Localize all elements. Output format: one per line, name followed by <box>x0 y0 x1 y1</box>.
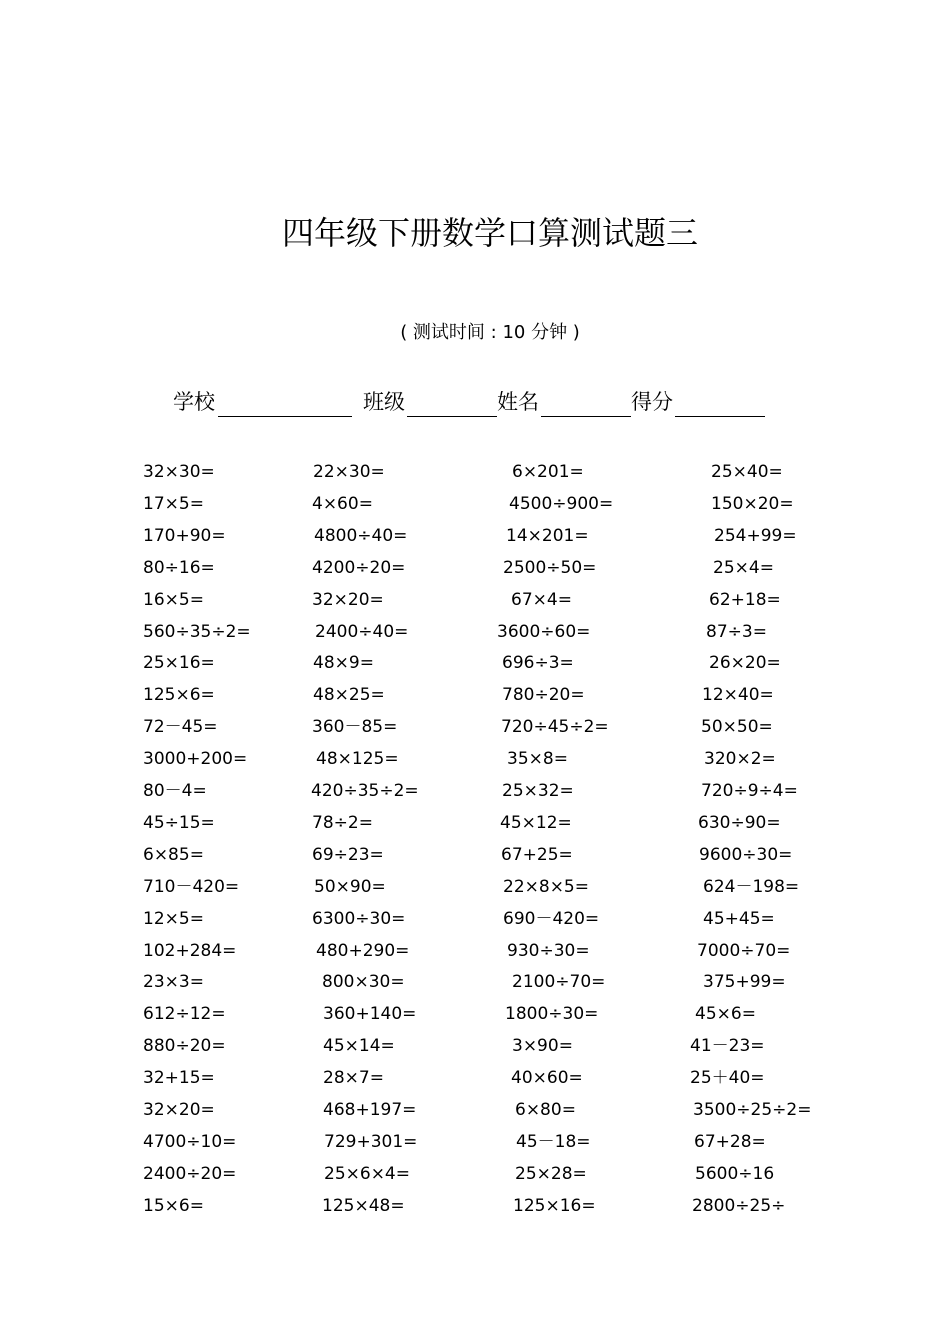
problem-item: 48×9= <box>313 653 374 674</box>
problem-item: 50×90= <box>314 876 386 897</box>
problem-item: 25×32= <box>502 781 574 801</box>
problem-item: 780÷20= <box>502 685 585 706</box>
problem-item: 612÷12= <box>143 1004 226 1025</box>
problem-item: 4200÷20= <box>312 557 406 578</box>
problem-item: 45－18= <box>516 1131 591 1152</box>
school-label: 学校 <box>173 390 215 414</box>
problem-item: 80－4= <box>143 781 207 801</box>
problem-item: 930÷30= <box>507 940 590 961</box>
problem-item: 6×80= <box>515 1100 576 1120</box>
problem-item: 125×6= <box>143 685 215 706</box>
problem-item: 25×40= <box>711 462 783 482</box>
problem-item: 22×30= <box>313 462 385 482</box>
problem-item: 45+45= <box>703 908 775 929</box>
problem-item: 25×16= <box>143 653 215 674</box>
problem-item: 16×5= <box>143 589 204 610</box>
problem-item: 4500÷900= <box>509 493 614 514</box>
problem-item: 48×125= <box>316 749 399 770</box>
problem-item: 696÷3= <box>502 653 574 674</box>
problem-item: 78÷2= <box>312 812 373 833</box>
problem-item: 45×14= <box>323 1036 395 1057</box>
problem-item: 80÷16= <box>143 557 215 578</box>
problem-item: 35×8= <box>507 749 568 770</box>
name-blank[interactable] <box>541 416 631 417</box>
problem-item: 6×85= <box>143 844 204 865</box>
problem-item: 360－85= <box>312 717 398 738</box>
problem-item: 12×40= <box>702 685 774 706</box>
problem-item: 720÷9÷4= <box>701 781 798 801</box>
problem-item: 4700÷10= <box>143 1131 237 1152</box>
problem-item: 26×20= <box>709 653 781 674</box>
score-label: 得分 <box>631 390 673 414</box>
problem-item: 1800÷30= <box>505 1004 599 1025</box>
problem-item: 48×25= <box>313 685 385 706</box>
problem-item: 2400÷20= <box>143 1163 237 1184</box>
problem-item: 67×4= <box>511 589 572 610</box>
problem-item: 28×7= <box>323 1068 384 1089</box>
problem-item: 32+15= <box>143 1068 215 1089</box>
problem-item: 5600÷16 <box>695 1163 775 1184</box>
problem-item: 690－420= <box>503 908 600 929</box>
problem-item: 7000÷70= <box>697 940 791 961</box>
problem-item: 25×6×4= <box>324 1163 410 1184</box>
problem-item: 254+99= <box>714 525 797 546</box>
problem-item: 3000+200= <box>143 749 248 770</box>
problem-item: 468+197= <box>323 1100 417 1120</box>
problem-item: 710－420= <box>143 876 240 897</box>
problem-item: 40×60= <box>511 1068 583 1089</box>
problem-item: 67+28= <box>694 1131 766 1152</box>
problem-item: 880÷20= <box>143 1036 226 1057</box>
problem-item: 420÷35÷2= <box>311 781 419 801</box>
page-title: 四年级下册数学口算测试题三 <box>281 214 698 252</box>
problem-item: 3×90= <box>512 1036 573 1057</box>
problem-item: 125×16= <box>513 1195 596 1216</box>
problem-item: 2500÷50= <box>503 557 597 578</box>
problem-item: 2800÷25÷ <box>692 1195 786 1216</box>
problem-item: 3500÷25÷2= <box>693 1100 812 1120</box>
problem-item: 25×28= <box>515 1163 587 1184</box>
problem-item: 4800÷40= <box>314 525 408 546</box>
info-row <box>0 386 950 420</box>
problem-item: 375+99= <box>703 972 786 993</box>
problem-item: 150×20= <box>711 493 794 514</box>
problem-item: 62+18= <box>709 589 781 610</box>
problem-item: 720÷45÷2= <box>501 717 609 738</box>
name-label: 姓名 <box>497 390 539 414</box>
problem-item: 25＋40= <box>690 1068 765 1089</box>
test-time-note: ( 测试时间 : 10 分钟 ) <box>400 322 580 343</box>
problem-item: 87÷3= <box>706 621 767 642</box>
problem-item: 67+25= <box>501 844 573 865</box>
problem-item: 125×48= <box>322 1195 405 1216</box>
problem-item: 624－198= <box>703 876 800 897</box>
problem-item: 32×20= <box>312 589 384 610</box>
problem-item: 6×201= <box>512 462 584 482</box>
problem-item: 9600÷30= <box>699 844 793 865</box>
problem-item: 6300÷30= <box>312 908 406 929</box>
problem-item: 3600÷60= <box>497 621 591 642</box>
problem-item: 560÷35÷2= <box>143 621 251 642</box>
problem-item: 25×4= <box>713 557 774 578</box>
class-label: 班级 <box>363 390 405 414</box>
problem-item: 32×20= <box>143 1100 215 1120</box>
problem-item: 72－45= <box>143 717 218 738</box>
problem-item: 360+140= <box>323 1004 417 1025</box>
problem-item: 630÷90= <box>698 812 781 833</box>
score-blank[interactable] <box>675 416 765 417</box>
problem-item: 14×201= <box>506 525 589 546</box>
problem-item: 15×6= <box>143 1195 204 1216</box>
problem-item: 12×5= <box>143 908 204 929</box>
problem-item: 32×30= <box>143 462 215 482</box>
problem-item: 23×3= <box>143 972 204 993</box>
problem-item: 800×30= <box>322 972 405 993</box>
problem-item: 22×8×5= <box>503 876 589 897</box>
problem-item: 50×50= <box>701 717 773 738</box>
problem-item: 4×60= <box>312 493 373 514</box>
problem-item: 17×5= <box>143 493 204 514</box>
problem-item: 45×6= <box>695 1004 756 1025</box>
problem-item: 170+90= <box>143 525 226 546</box>
problem-item: 2400÷40= <box>315 621 409 642</box>
problem-item: 45÷15= <box>143 812 215 833</box>
class-blank[interactable] <box>407 416 497 417</box>
problem-item: 480+290= <box>316 940 410 961</box>
problem-item: 69÷23= <box>312 844 384 865</box>
problem-item: 320×2= <box>704 749 776 770</box>
school-blank[interactable] <box>218 416 352 417</box>
problem-item: 102+284= <box>143 940 237 961</box>
problem-item: 2100÷70= <box>512 972 606 993</box>
problem-item: 729+301= <box>324 1131 418 1152</box>
problem-item: 41－23= <box>690 1036 765 1057</box>
problem-item: 45×12= <box>500 812 572 833</box>
